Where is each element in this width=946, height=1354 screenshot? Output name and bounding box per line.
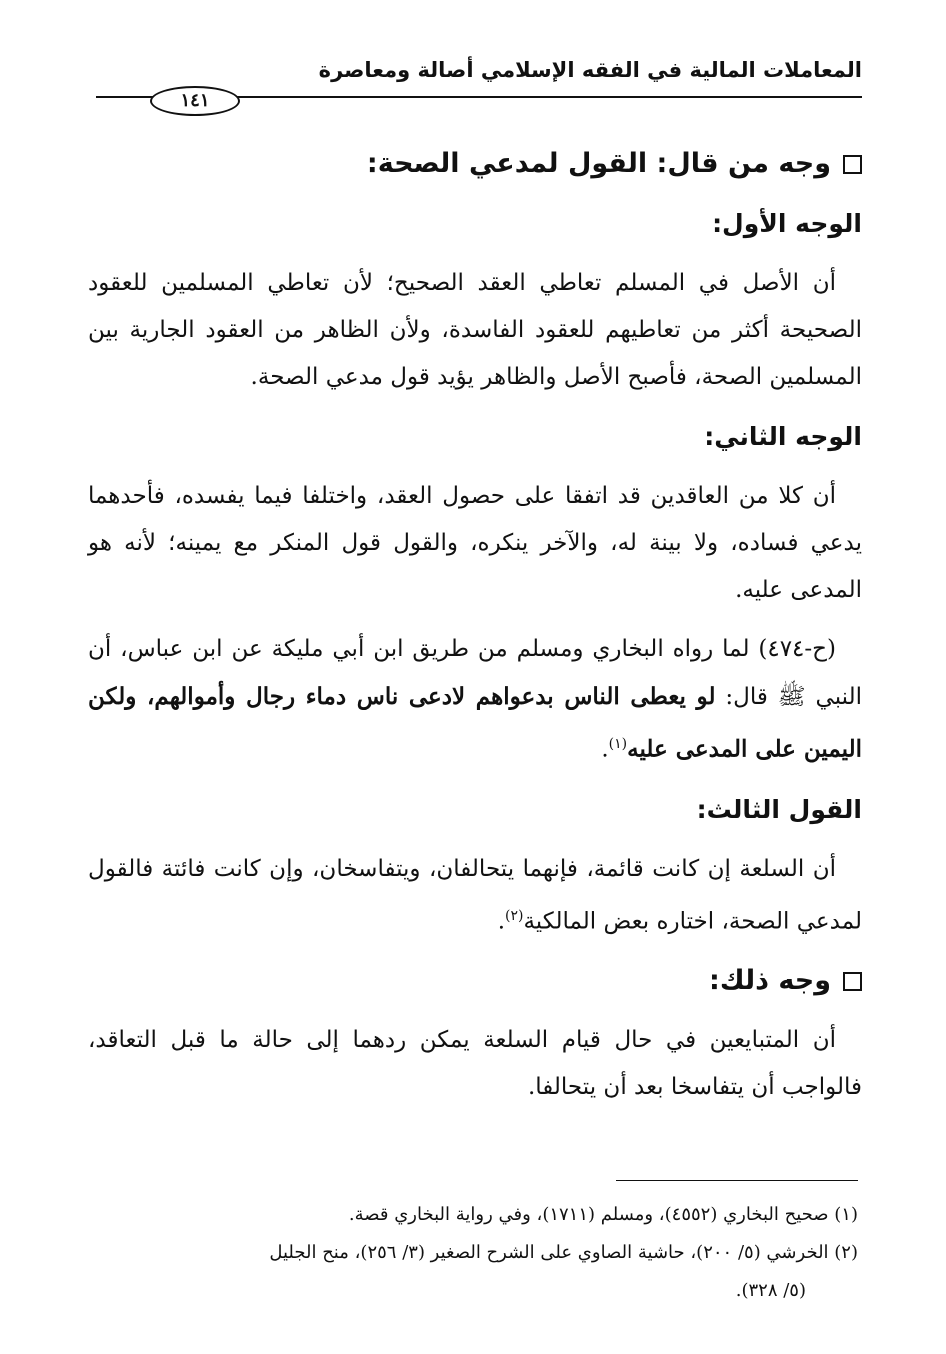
- footnote-2-continuation: (٥/ ٣٢٨).: [735, 1280, 806, 1301]
- page-number: ١٤١: [150, 86, 240, 116]
- paragraph-4: [88, 846, 862, 946]
- paragraph-1: أن الأصل في المسلم تعاطي العقد الصحيح؛ لأن تعاطي المسلمين للعقود الصحيحة أكثر من تعاطيهم للعقود الفاسدة، ولأن الظاهر من العقود الجارية بين المسلمين الصحة، فأصبح الأصل والظاهر يؤيد قول مدعي الصحة.: [88, 270, 862, 390]
- footnote-2: (٢) الخرشي (٥/ ٢٠٠)، حاشية الصاوي على الشرح الصغير (٣/ ٢٥٦)، منح الجليل: [269, 1242, 858, 1263]
- section-heading-2-text: وجه ذلك:: [709, 965, 831, 997]
- paragraph-5: أن المتبايعين في حال قيام السلعة يمكن ردهما إلى حالة ما قبل التعاقد، فالواجب أن يتفاسخا بعد أن يتحالفا.: [88, 1027, 862, 1101]
- subheading-first: الوجه الأول:: [712, 209, 862, 238]
- footnote-ref-2[interactable]: (٢): [505, 907, 524, 924]
- section-heading-1: [88, 140, 862, 200]
- subheading-second: الوجه الثاني:: [704, 422, 862, 451]
- footnote-rule: [616, 1180, 858, 1181]
- hadith-text: لو يعطى الناس بدعواهم لادعى ناس دماء رجال وأموالهم، ولكن اليمين على المدعى عليه: [88, 683, 862, 763]
- checkbox-bullet-icon: [843, 972, 862, 991]
- paragraph-2: أن كلا من العاقدين قد اتفقا على حصول العقد، واختلفا فيما يفسده، فأحدهما يدعي فساده، ولا بينة له، والآخر ينكره، والقول قول المنكر مع يمينه؛ لأنه هو المدعى عليه.: [88, 483, 862, 603]
- hadith-intro: (ح-٤٧٤) لما رواه البخاري ومسلم من طريق ابن أبي مليكة عن ابن عباس، أن النبي ﷺ قال:: [88, 636, 862, 710]
- paragraph-4-end: .: [497, 908, 505, 935]
- footnotes: [88, 1196, 858, 1310]
- running-title: المعاملات المالية في الفقه الإسلامي أصالة ومعاصرة: [318, 58, 862, 82]
- paragraph-4-text: أن السلعة إن كانت قائمة، فإنهما يتحالفان، ويتفاسخان، وإن كانت فائتة فالقول لمدعي الصحة، اختاره بعض المالكية: [88, 855, 862, 935]
- checkbox-bullet-icon: [843, 155, 862, 174]
- section-heading-2: [88, 957, 862, 1017]
- footnote-1: (١) صحيح البخاري (٤٥٥٢)، ومسلم (١٧١١)، وفي رواية البخاري قصة.: [348, 1204, 858, 1225]
- section-heading-1-text: وجه من قال: القول لمدعي الصحة:: [366, 148, 831, 179]
- paragraph-3: [88, 626, 862, 774]
- subheading-third: القول الثالث:: [696, 794, 862, 824]
- main-content: [88, 140, 862, 1123]
- paragraph-3-end: .: [601, 736, 609, 763]
- footnote-ref-1[interactable]: (١): [608, 736, 628, 752]
